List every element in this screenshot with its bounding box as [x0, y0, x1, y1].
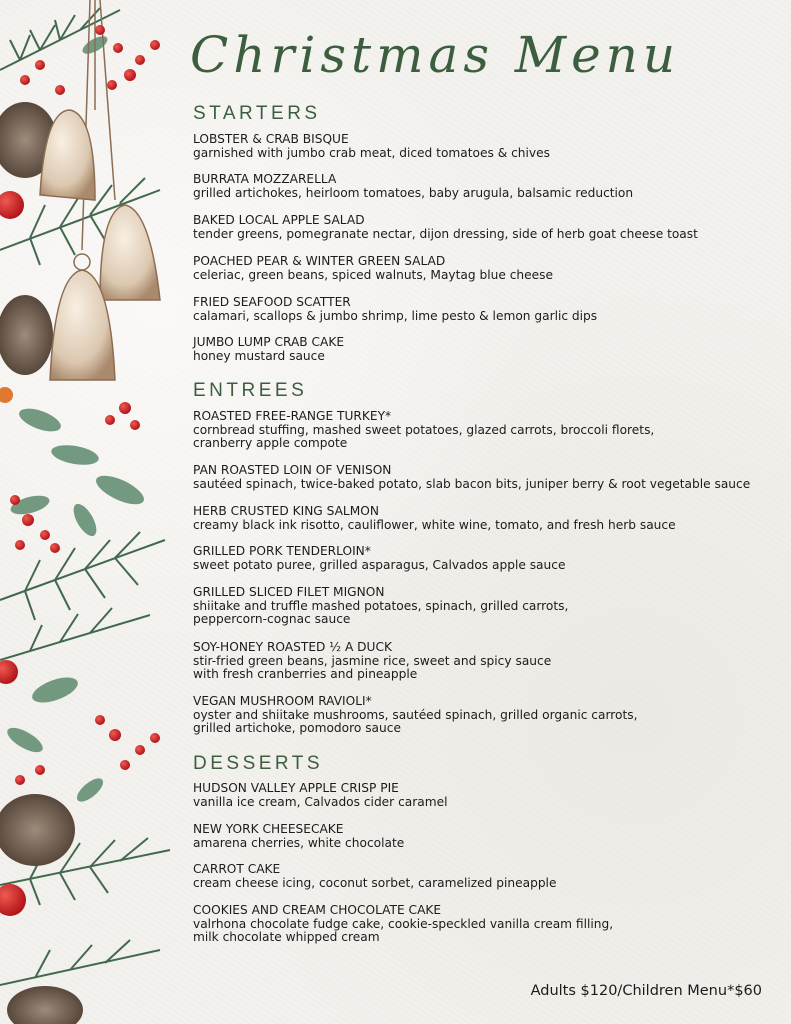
menu-item	[193, 410, 773, 451]
menu-item	[193, 255, 773, 282]
menu-item-description: amarena cherries, white chocolate	[193, 835, 405, 850]
menu-item-description: stir-fried green beans, jasmine rice, sweet and spicy sauce with fresh cranberries and pineapple	[193, 653, 552, 681]
menu-item-description: grilled artichokes, heirloom tomatoes, baby arugula, balsamic reduction	[193, 185, 634, 200]
menu-item-name: GRILLED SLICED FILET MIGNON	[193, 585, 385, 599]
menu-item-description: vanilla ice cream, Calvados cider caramel	[193, 794, 448, 809]
menu-item-description: sweet potato puree, grilled asparagus, Calvados apple sauce	[193, 557, 566, 572]
menu-item-name: LOBSTER & CRAB BISQUE	[193, 132, 349, 146]
menu-item-description: valrhona chocolate fudge cake, cookie-speckled vanilla cream filling, milk chocolate whipped cream	[193, 916, 614, 944]
menu-item-description: sautéed spinach, twice-baked potato, slab bacon bits, juniper berry & root vegetable sauce	[193, 476, 751, 491]
menu-item-name: VEGAN MUSHROOM RAVIOLI*	[193, 694, 372, 708]
menu-item	[193, 904, 773, 945]
menu-item-description: celeriac, green beans, spiced walnuts, Maytag blue cheese	[193, 267, 553, 282]
pricing-note: Adults $120/Children Menu*$60	[530, 983, 762, 999]
menu-item-name: PAN ROASTED LOIN OF VENISON	[193, 463, 392, 477]
section-heading-starters: STARTERS	[193, 103, 321, 124]
section-heading-desserts: DESSERTS	[193, 753, 324, 774]
menu-item-name: COOKIES AND CREAM CHOCOLATE CAKE	[193, 903, 442, 917]
menu-item-name: NEW YORK CHEESECAKE	[193, 822, 344, 836]
page-title: Christmas Menu	[190, 26, 681, 84]
menu-item	[193, 586, 773, 627]
menu-item	[193, 296, 773, 323]
menu-item-description: garnished with jumbo crab meat, diced tomatoes & chives	[193, 145, 550, 160]
menu-item	[193, 133, 773, 160]
menu-item-name: FRIED SEAFOOD SCATTER	[193, 295, 351, 309]
menu-item-name: HUDSON VALLEY APPLE CRISP PIE	[193, 781, 399, 795]
menu-item-name: BURRATA MOZZARELLA	[193, 172, 337, 186]
menu-item	[193, 823, 773, 850]
menu-item	[193, 782, 773, 809]
menu-item-description: cream cheese icing, coconut sorbet, caramelized pineapple	[193, 875, 557, 890]
menu-item-description: tender greens, pomegranate nectar, dijon dressing, side of herb goat cheese toast	[193, 226, 698, 241]
menu-item-name: ROASTED FREE-RANGE TURKEY*	[193, 409, 392, 423]
menu-item-name: HERB CRUSTED KING SALMON	[193, 504, 379, 518]
menu-item-name: GRILLED PORK TENDERLOIN*	[193, 544, 371, 558]
menu-item-description: calamari, scallops & jumbo shrimp, lime pesto & lemon garlic dips	[193, 308, 598, 323]
garland-border	[0, 0, 175, 1024]
menu-item-name: SOY-HONEY ROASTED ½ A DUCK	[193, 640, 392, 654]
section-heading-entrees: ENTREES	[193, 380, 308, 401]
menu-item	[193, 336, 773, 363]
menu-item-description: creamy black ink risotto, cauliflower, white wine, tomato, and fresh herb sauce	[193, 517, 676, 532]
menu-item	[193, 214, 773, 241]
menu-item	[193, 863, 773, 890]
menu-item	[193, 545, 773, 572]
menu-item-name: JUMBO LUMP CRAB CAKE	[193, 335, 345, 349]
menu-item	[193, 173, 773, 200]
menu-item	[193, 695, 773, 736]
menu-item-name: POACHED PEAR & WINTER GREEN SALAD	[193, 254, 446, 268]
menu-item-name: BAKED LOCAL APPLE SALAD	[193, 213, 365, 227]
menu-item-description: oyster and shiitake mushrooms, sautéed spinach, grilled organic carrots, grilled artichoke, pomodoro sauce	[193, 707, 638, 735]
menu-item	[193, 505, 773, 532]
menu-item	[193, 641, 773, 682]
menu-item-description: cornbread stuffing, mashed sweet potatoes, glazed carrots, broccoli florets, cranberry apple compote	[193, 422, 655, 450]
menu-item-description: shiitake and truffle mashed potatoes, spinach, grilled carrots, peppercorn-cognac sauce	[193, 598, 569, 626]
menu-item-name: CARROT CAKE	[193, 862, 281, 876]
menu-item-description: honey mustard sauce	[193, 348, 325, 363]
menu-item	[193, 464, 773, 491]
